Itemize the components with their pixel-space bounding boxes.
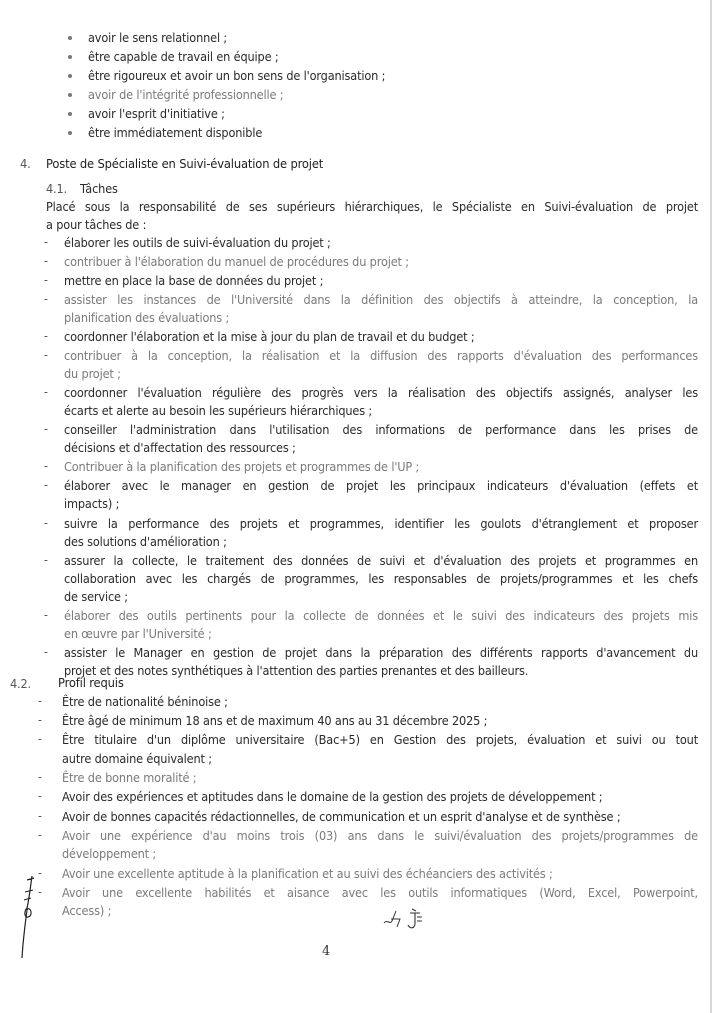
list-item-line: élaborer avec le manager en gestion de projet les principaux indicateurs d'évaluation (effets et [64,478,698,494]
dash-bullet-icon: - [44,644,48,659]
list-item-line: Avoir une expérience d'au moins trois (03) ans dans le suivi/évaluation des projets/programmes de [62,827,698,843]
list-item-line: en œuvre par l'Université ; [64,625,212,641]
subsection-title: Profil requis [58,676,124,691]
list-item-line: Avoir une excellente aptitude à la planification et au suivi des échéanciers des activités ; [62,865,553,881]
list-item-line: contribuer à la conception, la réalisation et la diffusion des rapports d'évaluation des performances [64,348,698,364]
list-item-line: projet et des notes synthétiques à l'attention des parties prenantes et des bailleurs. [64,662,529,678]
tasks-intro-line: a pour tâches de : [46,217,147,232]
list-item-line: Access) ; [62,903,112,919]
page-number: 4 [322,944,331,959]
list-item-line: développement ; [62,846,157,862]
list-item-line: coordonner l'élaboration et la mise à jour du plan de travail et du budget ; [64,329,475,345]
list-item-line: mettre en place la base de données du projet ; [64,273,324,289]
list-item-line: impacts) ; [64,496,120,512]
list-item-line: autre domaine équivalent ; [62,751,212,766]
list-item-line: coordonner l'évaluation régulière des progrès vers la réalisation des objectifs assignés, analyser les [64,385,698,401]
section-title: Poste de Spécialiste en Suivi-évaluation de projet [46,157,324,172]
list-item-line: conseiller l'administration dans l'utilisation des informations de performance dans les prises de [64,422,698,438]
intro-bullet-item: avoir le sens relationnel ; [88,30,228,45]
list-item-line: de service ; [64,588,128,604]
dash-bullet-icon: - [44,422,48,437]
bullet-icon [68,112,72,116]
list-item-line: Avoir une excellente habilités et aisance avec les outils informatiques (Word, Excel, Powerpoint, [62,884,698,900]
dash-bullet-icon: - [44,254,48,269]
tasks-intro-line: Placé sous la responsabilité de ses supérieurs hiérarchiques, le Spécialiste en Suivi-évaluation de projet [46,199,698,214]
dash-bullet-icon: - [38,713,42,728]
section-number: 4. [20,157,31,172]
intro-bullet-item: être rigoureux et avoir un bon sens de l'organisation ; [88,68,386,83]
dash-bullet-icon: - [38,770,42,785]
list-item-line: Avoir des expériences et aptitudes dans le domaine de la gestion des projets de développement ; [62,789,603,805]
list-item-line: Être de nationalité béninoise ; [62,694,228,709]
list-item-line: élaborer des outils pertinents pour la collecte de données et le suivi des indicateurs des projets mis [64,607,698,623]
subsection-number: 4.2. [10,676,32,691]
list-item-line: Avoir de bonnes capacités rédactionnelles, de communication et un esprit d'analyse et de synthèse ; [62,808,621,824]
dash-bullet-icon: - [38,884,42,899]
dash-bullet-icon: - [44,459,48,474]
list-item-line: contribuer à l'élaboration du manuel de procédures du projet ; [64,254,409,270]
dash-bullet-icon: - [44,348,48,363]
dash-bullet-icon: - [38,732,42,747]
intro-bullet-item: avoir l'esprit d'initiative ; [88,106,225,121]
list-item-line: Être âgé de minimum 18 ans et de maximum 40 ans au 31 décembre 2025 ; [62,713,488,729]
list-item-line: Contribuer à la planification des projets et programmes de l'UP ; [64,459,420,475]
dash-bullet-icon: - [44,515,48,530]
intro-bullet-item: avoir de l'intégrité professionnelle ; [88,87,284,102]
dash-bullet-icon: - [38,808,42,823]
dash-bullet-icon: - [44,273,48,288]
bullet-icon [68,93,72,97]
list-item-line: assister les instances de l'Université dans la définition des objectifs à atteindre, la conception, la [64,292,698,308]
list-item-line: des solutions d'amélioration ; [64,533,227,549]
dash-bullet-icon: - [44,235,48,249]
list-item-line: écarts et alerte au besoin les supérieurs hiérarchiques ; [64,403,373,419]
dash-bullet-icon: - [44,329,48,344]
bottom-paraph-signature [382,905,432,931]
list-item-line: suivre la performance des projets et programmes, identifier les goulots d'étranglement et proposer [64,515,698,531]
dash-bullet-icon: - [38,865,42,880]
dash-bullet-icon: - [44,478,48,493]
margin-initials-signature [15,870,45,960]
list-item-line: du projet ; [64,366,121,382]
bullet-icon [68,36,72,40]
subsection-title: Tâches [80,181,118,196]
dash-bullet-icon: - [44,292,48,307]
list-item-line: élaborer les outils de suivi-évaluation du projet ; [64,235,331,250]
list-item-line: collaboration avec les chargés de programmes, les responsables de projets/programmes et les chefs [64,570,698,586]
intro-bullet-item: être immédiatement disponible [88,125,263,140]
bullet-icon [68,74,72,78]
bullet-icon [68,55,72,59]
subsection-number: 4.1. [46,181,68,196]
dash-bullet-icon: - [44,385,48,400]
list-item-line: assister le Manager en gestion de projet dans la préparation des différents rapports d'avancement du [64,644,698,660]
scan-edge-line [710,0,712,1013]
list-item-line: décisions et d'affectation des ressources ; [64,440,296,456]
dash-bullet-icon: - [38,789,42,804]
dash-bullet-icon: - [38,694,42,708]
list-item-line: Être de bonne moralité ; [62,770,197,786]
bullet-icon [68,131,72,135]
dash-bullet-icon: - [38,827,42,842]
list-item-line: assurer la collecte, le traitement des données de suivi et d'évaluation des projets et programmes en [64,552,698,568]
list-item-line: Être titulaire d'un diplôme universitaire (Bac+5) en Gestion des projets, évaluation et suivi ou tout [62,732,698,748]
dash-bullet-icon: - [44,607,48,622]
dash-bullet-icon: - [44,552,48,567]
list-item-line: planification des évaluations ; [64,310,230,326]
intro-bullet-item: être capable de travail en équipe ; [88,49,279,64]
